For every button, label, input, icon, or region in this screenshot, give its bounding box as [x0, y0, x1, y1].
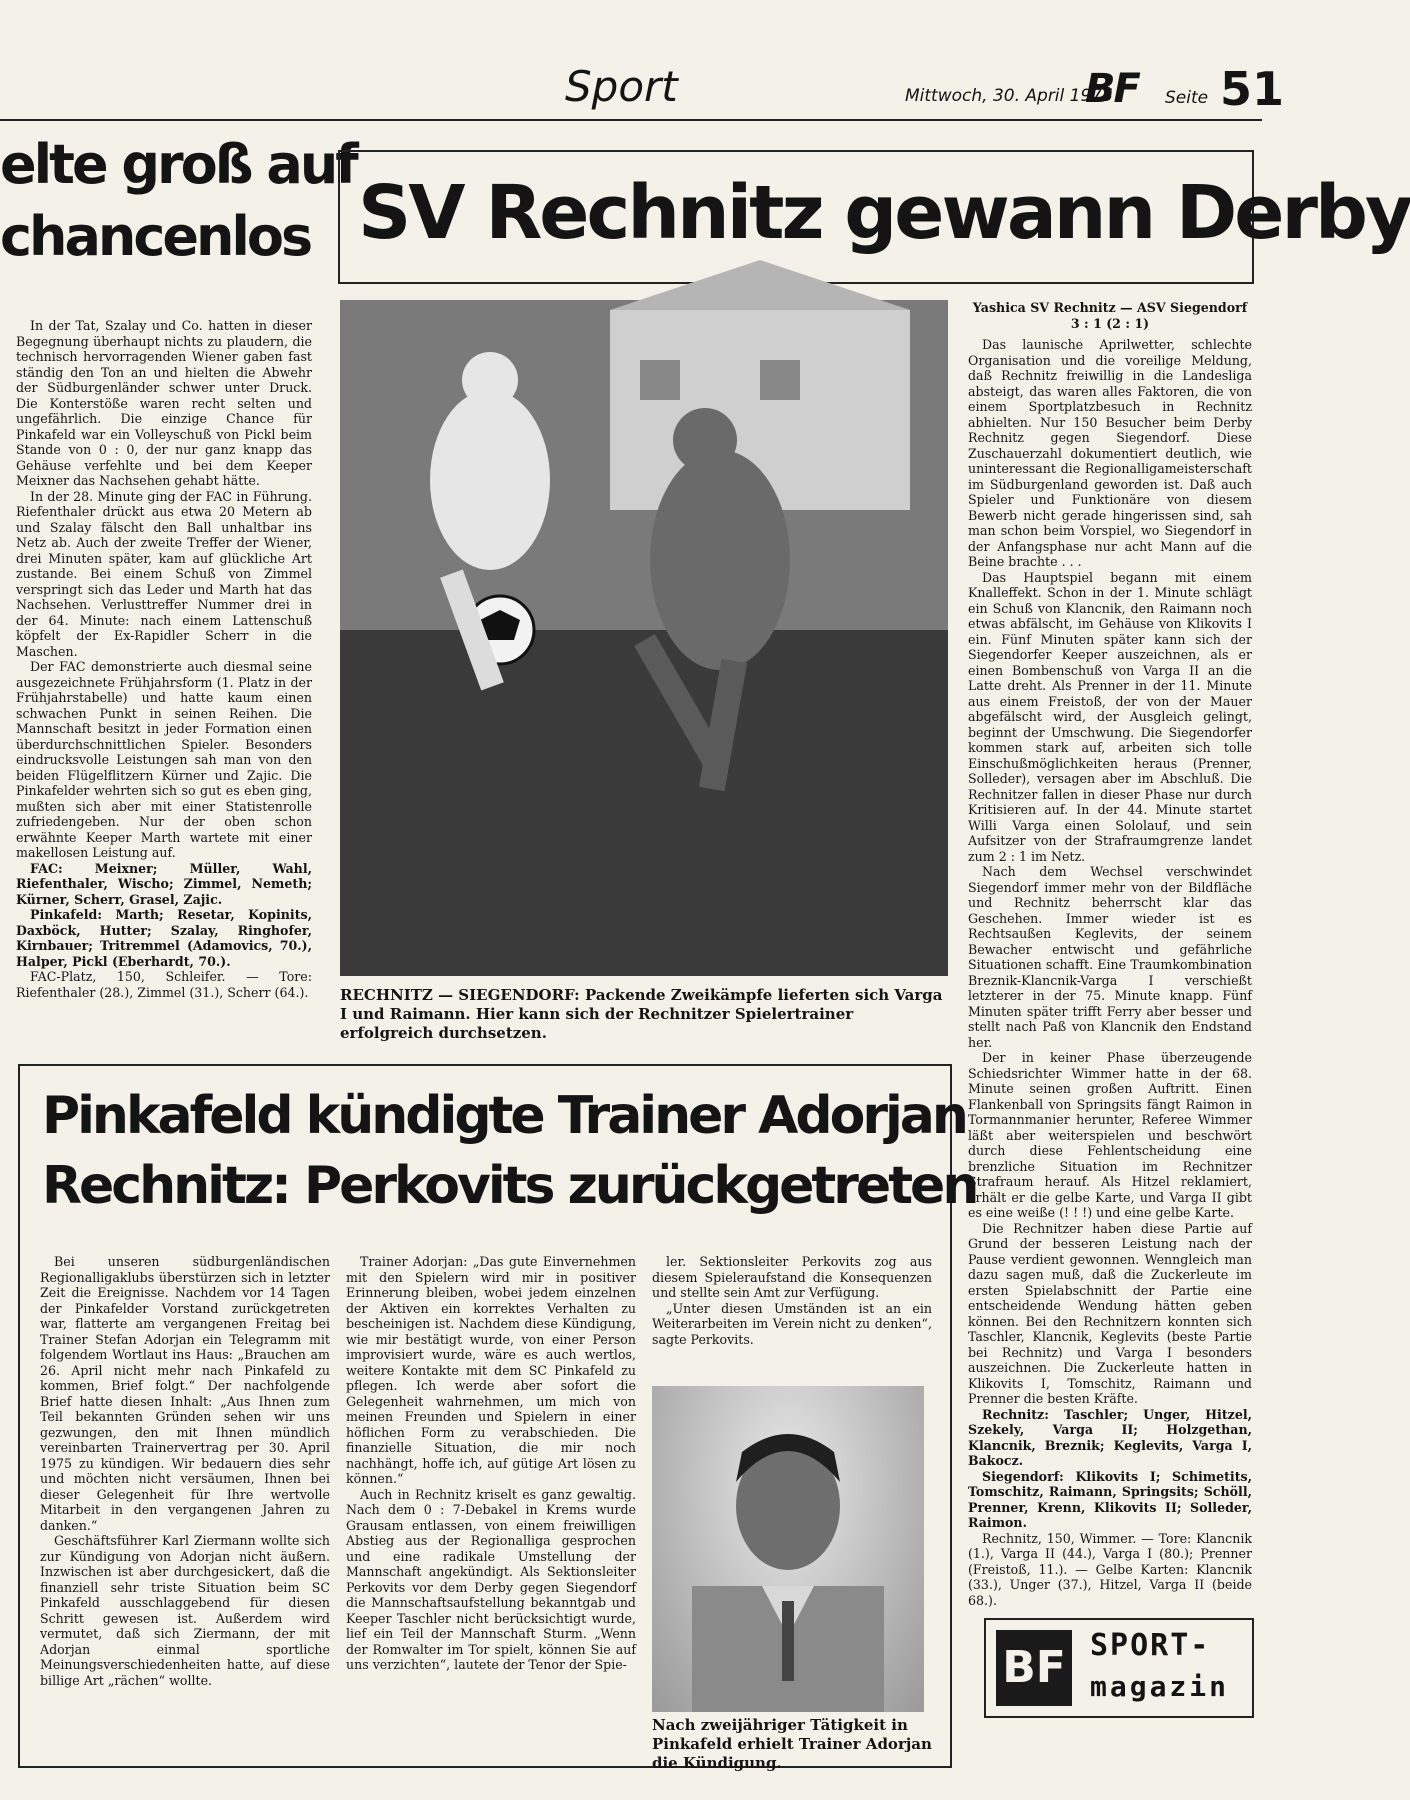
left-lineup-fac: FAC: Meixner; Müller, Wahl, Riefenthaler, Wischo; Zimmel, Nemeth; Kürner, Scherr, Grasel, Zajic.: [16, 860, 312, 907]
issue-date: Mittwoch, 30. April 1975: [905, 86, 1113, 106]
bottom-col-3: [652, 1254, 932, 1374]
portrait-caption: Nach zweijähriger Tätigkeit in Pinkafeld erhielt Trainer Adorjan die Kündigung.: [652, 1716, 932, 1772]
left-match-info: FAC-Platz, 150, Schleifer. — Tore: Riefenthaler (28.), Zimmel (31.), Scherr (64.).: [16, 969, 312, 1000]
left-paragraph: In der Tat, Szalay und Co. hatten in dieser Begegnung überhaupt nichts zu plaudern, die technisch hervorragenden Wiener gaben fast ständig den Ton an und hielten die Abwehr der Südburgenländer schwer unter Druck. Die Konterstöße waren recht selten und ungefährlich. Die einzige Chance für Pinkafeld war ein Volleyschuß von Pickl beim Stande von 0 : 0, der nur ganz knapp das Gehäuse verfehlte und bei dem Keeper Meixner das Nachsehen gehabt hätte.: [16, 318, 312, 488]
bottom-col-1: [40, 1254, 330, 1754]
main-headline-box: [338, 150, 1410, 284]
left-story-body: [16, 318, 312, 1056]
bottom-col-2: [346, 1254, 636, 1754]
main-paragraph: Nach dem Wechsel verschwindet Siegendorf immer mehr von der Bildfläche und Rechnitz beherrscht klar das Geschehen. Immer wieder ist es Rechtsaußen Keglevits, der seinem Bewacher entwischt und gefährliche Situationen schafft. Eine Traumkombination Breznik-Klancnik-Varga I verschießt letzterer in der 75. Minute knapp. Fünf Minuten später trifft Ferry aber besser und stellt nach Paß von Klancnik den Endstand her.: [968, 864, 1252, 1050]
bottom-paragraph: Auch in Rechnitz kriselt es ganz gewaltig. Nach dem 0 : 7-Debakel in Krems wurde Grausam entlassen, von einem freiwilligen Abstieg aus der Regionalliga gesprochen und eine radikale Umstellung der Mannschaft angekündigt. Als Sektionsleiter Perkovits vor dem Derby gegen Siegendorf die Mannschaftsaufstellung bekanntgab und Keeper Taschler nicht berücksichtigt wurde, lief ein Teil der Mannschaft Sturm. „Wenn der Romwalter im Tor spielt, können Sie auf uns verzichten“, lautete der Tenor der Spie-: [346, 1486, 636, 1672]
bottom-headline-line2: Rechnitz: Perkovits zurückgetreten: [42, 1156, 977, 1216]
bottom-paragraph: Trainer Adorjan: „Das gute Einvernehmen mit den Spielern wird mir in positiver Erinnerung bleiben, wobei jedem einzelnen der Aktiven ein korrektes Verhalten zu bescheinigen ist. Nachdem diese Kündigung, wie mir bestätigt wurde, von einer Person improvisiert wurde, wäre es auch wertlos, weitere Kontakte mit dem SC Pinkafeld zu pflegen. Ich werde aber sofort die Gelegenheit wahrnehmen, um mich von meinen Freunden und Spielern in einer höflichen Form zu verabschieden. Die finanzielle Situation, die mir noch nachhängt, hoffe ich, auf gütige Art lösen zu können.“: [346, 1254, 636, 1486]
promo-title: SPORT-: [1090, 1628, 1211, 1663]
bottom-paragraph: „Unter diesen Umständen ist an ein Weiterarbeiten im Verein nicht zu denken“, sagte Perkovits.: [652, 1300, 932, 1347]
section-title: Sport: [565, 62, 678, 111]
main-paragraph: Die Rechnitzer haben diese Partie auf Grund der besseren Leistung nach der Pause verdient gewonnen. Wenngleich man dazu sagen muß, daß die Zuckerleute im ersten Spielabschnitt der Partie eine entscheidende Wendung hätten geben können. Bei den Rechnitzern konnten sich Taschler, Klancnik, Keglevits (beste Partie bei Rechnitz) und Varga I besonders auszeichnen. Die Zuckerleute hatten in Klikovits I, Tomschitz, Raimann und Prenner die besten Kräfte.: [968, 1220, 1252, 1406]
bottom-paragraph: ler. Sektionsleiter Perkovits zog aus diesem Spieleraufstand die Konsequenzen und stellte sein Amt zur Verfügung.: [652, 1254, 932, 1300]
sport-magazin-promo[interactable]: [984, 1618, 1254, 1718]
main-paragraph: Das Hauptspiel begann mit einem Knalleffekt. Schon in der 1. Minute schlägt ein Schuß von Klancnik, den Raimann noch etwas abfälscht, im Gehäuse von Klikovits I ein. Fünf Minuten später kann sich der Siegendorfer Keeper auszeichnen, als er einen Bombenschuß von Varga II an die Latte dreht. Als Prenner in der 11. Minute aus einem Freistoß, der von der Mauer abgefälscht wird, der Ausgleich gelingt, beginnt der Umschwung. Die Siegendorfer kommen stark auf, arbeiten sich tolle Einschußmöglichkeiten heraus (Prenner, Solleder), versagen aber im Abschluß. Die Rechnitzer fallen in dieser Phase nur durch Kritisieren auf. In der 44. Minute startet Willi Varga einen Sololauf, und sein Aufsitzer von der Strafraumgrenze landet zum 2 : 1 im Netz.: [968, 569, 1252, 864]
page-number: 51: [1220, 62, 1285, 116]
photo-caption: RECHNITZ — SIEGENDORF: Packende Zweikämpfe lieferten sich Varga I und Raimann. Hier kann sich der Rechnitzer Spielertrainer erfolgreich durchsetzen.: [340, 986, 943, 1042]
left-headline-line1: elte groß auf: [0, 133, 356, 196]
promo-logo: BF: [996, 1630, 1072, 1706]
main-headline: SV Rechnitz gewann Derby: [358, 170, 1410, 256]
lineup-rechnitz: Rechnitz: Taschler; Unger, Hitzel, Szekely, Varga II; Holzgethan, Klancnik, Breznik; Keglevits, Varga I, Bakocz.: [968, 1406, 1252, 1468]
bottom-paragraph: Geschäftsführer Karl Ziermann wollte sich zur Kündigung von Adorjan nicht äußern. Inzwischen ist aber durchgesickert, daß die finanziell sehr triste Situation beim SC Pinkafeld ausschlaggebend für diesen Schritt gewesen ist. Außerdem wird vermutet, daß sich Ziermann, der mit Adorjan einmal sportliche Meinungsverschiedenheiten hatte, auf diese billige Art „rächen“ wollte.: [40, 1533, 330, 1688]
bottom-headline-line1: Pinkafeld kündigte Trainer Adorjan: [42, 1086, 966, 1146]
portrait-illustration: [652, 1386, 924, 1712]
lineup-siegendorf: Siegendorf: Klikovits I; Schimetits, Tomschitz, Raimann, Springsits; Schöll, Prenner, Krenn, Klikovits II; Solleder, Raimon.: [968, 1468, 1252, 1530]
match-info: Rechnitz, 150, Wimmer. — Tore: Klancnik (1.), Varga II (44.), Varga I (80.); Prenner (Freistoß, 11.). — Gelbe Karten: Klancnik (33.), Unger (37.), Hitzel, Varga II (beide 68.).: [968, 1530, 1252, 1608]
brand-logo: BF: [1085, 66, 1139, 112]
main-paragraph: Das launische Aprilwetter, schlechte Organisation und die voreilige Meldung, daß Rechnitz freiwillig in die Landesliga absteigt, das waren alles Faktoren, die von einem Sportplatzbesuch in Rechnitz abhielten. Nur 150 Besucher beim Derby Rechnitz gegen Siegendorf. Diese Zuschauerzahl dokumentiert deutlich, wie uninteressant die Regionalligameisterschaft im Südburgenland geworden ist. Daß auch Spieler und Funktionäre von diesem Bewerb nicht gerade hingerissen sind, sah man schon beim Vorspiel, wo Siegendorf in der Anfangsphase nur acht Mann auf die Beine brachte . . .: [968, 337, 1252, 569]
main-paragraph: Der in keiner Phase überzeugende Schiedsrichter Wimmer hatte in der 68. Minute seinen großen Auftritt. Einen Flankenball von Springsits fängt Raimon in Tormannmanier herunter, Referee Wimmer läßt aber weiterspielen und beschwört durch diese Fehlentscheidung eine brenzliche Situation im Rechnitzer Strafraum herauf. Als Hitzel reklamiert, erhält er die gelbe Karte, und Varga II gibt es eine weiße (! ! !) und eine gelbe Karte.: [968, 1050, 1252, 1220]
bottom-story-box: [18, 1064, 977, 1772]
page-label: Seite: [1165, 88, 1209, 108]
main-story-body: [968, 300, 1252, 1608]
bottom-paragraph: Bei unseren südburgenländischen Regionalligaklubs überstürzen sich in letzter Zeit die Ereignisse. Nachdem vor 14 Tagen der Pinkafelder Vorstand zurückgetreten war, flatterte am vergangenen Freitag bei Trainer Stefan Adorjan ein Telegramm mit folgendem Wortlaut ins Haus: „Brauchen am 26. April nicht mehr nach Pinkafeld zu kommen, Brief folgt.“ Der nachfolgende Brief hatte diesen Inhalt: „Aus Ihnen zum Teil bekannten Gründen sehen wir uns gezwungen, den mit Ihnen mündlich vereinbarten Trainervertrag per 30. April 1975 zu kündigen. Wir bedauern dies sehr und möchten nicht versäumen, Ihnen bei dieser Gelegenheit für Ihre wertvolle Mitarbeit in den vergangenen Jahren zu danken.“: [40, 1254, 330, 1533]
match-photo-illustration: [340, 300, 948, 976]
portrait-photo: [652, 1386, 924, 1712]
header-rule: [0, 119, 1262, 121]
left-lineup-pinkafeld: Pinkafeld: Marth; Resetar, Kopinits, Daxböck, Hutter; Szalay, Ringhofer, Kirnbauer; Tritremmel (Adamovics, 70.), Halper, Pickl (Eberhardt, 70.).: [16, 907, 312, 969]
left-paragraph: In der 28. Minute ging der FAC in Führung. Riefenthaler drückt aus etwa 20 Metern ab und Szalay fälscht den Ball unhaltbar ins Netz ab. Auch der zweite Treffer der Wiener, drei Minuten später, kam auf glückliche Art zustande. Bei einem Schuß von Zimmel verspringt sich das Leder und Marth hat das Nachsehen. Verlusttreffer Nummer drei in der 64. Minute: nach einem Lattenschuß köpfelt der Ex-Rapidler Scherr in die Maschen.: [16, 488, 312, 659]
left-paragraph: Der FAC demonstrierte auch diesmal seine ausgezeichnete Frühjahrsform (1. Platz in der Frühjahrstabelle) und hatte kaum einen schwachen Punkt in seinen Reihen. Die Mannschaft besitzt in jeder Formation einen überdurchschnittlichen Spieler. Besonders eindrucksvolle Leistungen sah man von den beiden Flügelflitzern Kürner und Zajic. Die Pinkafelder wehrten sich so gut es eben ging, mußten sich aber mit einer Statistenrolle zufriedengeben. Nur der oben schon erwähnte Keeper Marth wartete mit einer makellosen Leistung auf.: [16, 659, 312, 860]
promo-subtitle: magazin: [1090, 1670, 1230, 1703]
left-headline-line2: chancenlos: [0, 205, 311, 268]
result-line: Yashica SV Rechnitz — ASV Siegendorf 3 : 1 (2 : 1): [972, 300, 1248, 331]
match-photo: [340, 300, 948, 976]
